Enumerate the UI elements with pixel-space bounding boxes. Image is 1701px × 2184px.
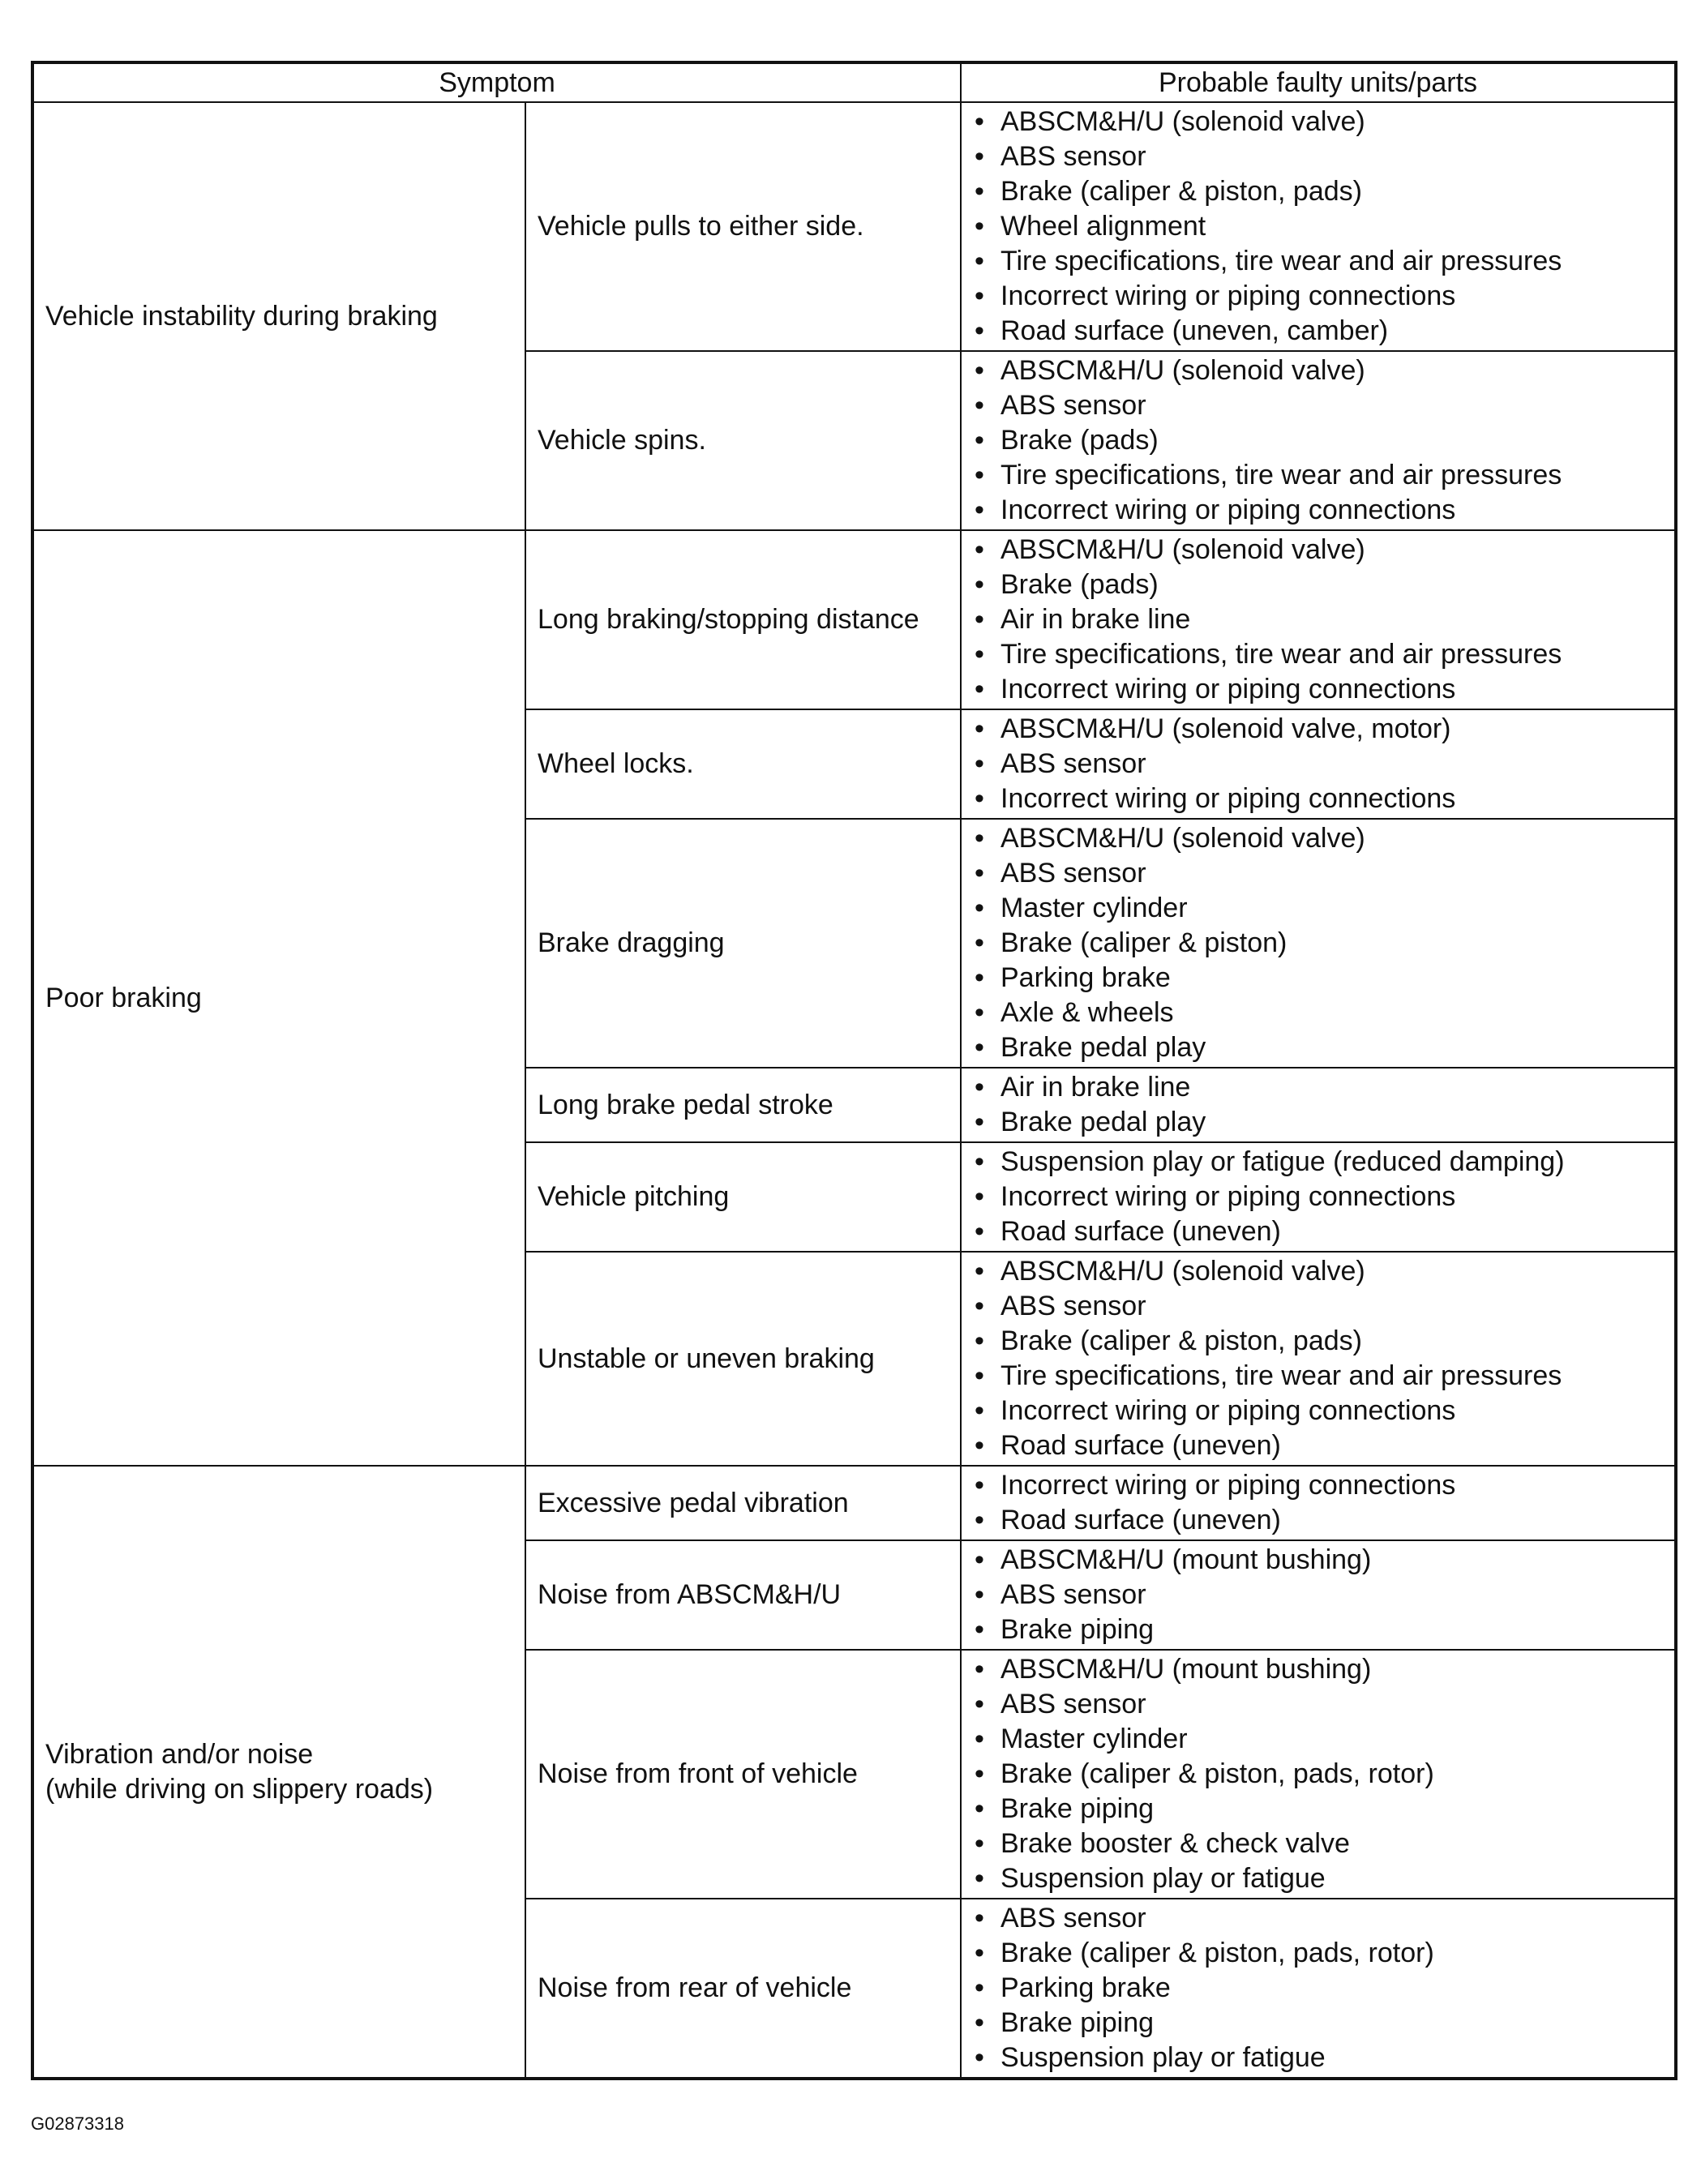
category-cell: Poor braking bbox=[32, 530, 525, 1466]
list-item: • Parking brake bbox=[971, 961, 1674, 996]
list-item: • Brake pedal play bbox=[971, 1030, 1674, 1065]
list-item: • Road surface (uneven) bbox=[971, 1428, 1674, 1463]
list-item: • Road surface (uneven) bbox=[971, 1214, 1674, 1249]
list-item: • Parking brake bbox=[971, 1971, 1674, 2006]
list-item: • Master cylinder bbox=[971, 891, 1674, 926]
symptom-table bbox=[31, 61, 1677, 2080]
parts-cell bbox=[961, 1142, 1676, 1252]
parts-cell bbox=[961, 102, 1676, 351]
list-item: • ABS sensor bbox=[971, 856, 1674, 891]
parts-list bbox=[971, 1070, 1674, 1140]
list-item: • Brake pedal play bbox=[971, 1105, 1674, 1140]
list-item: • ABSCM&H/U (solenoid valve) bbox=[971, 533, 1674, 567]
parts-cell bbox=[961, 709, 1676, 819]
parts-cell bbox=[961, 1650, 1676, 1899]
list-item: • Brake (pads) bbox=[971, 423, 1674, 458]
parts-cell bbox=[961, 819, 1676, 1068]
list-item: • ABSCM&H/U (solenoid valve) bbox=[971, 353, 1674, 388]
list-item: • Suspension play or fatigue (reduced damping) bbox=[971, 1145, 1674, 1180]
symptom-cell: Wheel locks. bbox=[525, 709, 961, 819]
list-item: • Brake piping bbox=[971, 1792, 1674, 1826]
parts-list bbox=[971, 1543, 1674, 1647]
list-item: • Master cylinder bbox=[971, 1722, 1674, 1757]
parts-cell bbox=[961, 1899, 1676, 2079]
list-item: • ABS sensor bbox=[971, 388, 1674, 423]
list-item: • Road surface (uneven, camber) bbox=[971, 314, 1674, 349]
symptom-cell: Long braking/stopping distance bbox=[525, 530, 961, 709]
parts-cell bbox=[961, 1252, 1676, 1466]
list-item: • ABSCM&H/U (mount bushing) bbox=[971, 1652, 1674, 1687]
parts-cell bbox=[961, 530, 1676, 709]
parts-list bbox=[971, 1145, 1674, 1249]
symptom-cell: Noise from front of vehicle bbox=[525, 1650, 961, 1899]
list-item: • ABS sensor bbox=[971, 1687, 1674, 1722]
list-item: • ABS sensor bbox=[971, 1901, 1674, 1936]
parts-list bbox=[971, 353, 1674, 528]
parts-cell bbox=[961, 1540, 1676, 1650]
parts-cell bbox=[961, 1068, 1676, 1142]
parts-list bbox=[971, 712, 1674, 816]
category-cell: Vehicle instability during braking bbox=[32, 102, 525, 530]
list-item: • Suspension play or fatigue bbox=[971, 1861, 1674, 1896]
parts-list bbox=[971, 105, 1674, 349]
symptom-cell: Vehicle pulls to either side. bbox=[525, 102, 961, 351]
list-item: • Brake (caliper & piston, pads) bbox=[971, 1324, 1674, 1359]
parts-list bbox=[971, 1901, 1674, 2075]
list-item: • Road surface (uneven) bbox=[971, 1503, 1674, 1538]
table-body bbox=[32, 102, 1676, 2079]
list-item: • Incorrect wiring or piping connections bbox=[971, 1180, 1674, 1214]
list-item: • ABS sensor bbox=[971, 1289, 1674, 1324]
list-item: • Brake piping bbox=[971, 2006, 1674, 2041]
parts-cell bbox=[961, 351, 1676, 530]
header-row bbox=[32, 62, 1676, 102]
table-row bbox=[32, 102, 1676, 351]
list-item: • Brake booster & check valve bbox=[971, 1826, 1674, 1861]
list-item: • ABS sensor bbox=[971, 747, 1674, 782]
parts-cell bbox=[961, 1466, 1676, 1540]
list-item: • Axle & wheels bbox=[971, 996, 1674, 1030]
list-item: • ABSCM&H/U (solenoid valve) bbox=[971, 821, 1674, 856]
list-item: • Brake (pads) bbox=[971, 567, 1674, 602]
list-item: • Tire specifications, tire wear and air pressures bbox=[971, 637, 1674, 672]
list-item: • ABSCM&H/U (solenoid valve, motor) bbox=[971, 712, 1674, 747]
list-item: • Brake (caliper & piston, pads) bbox=[971, 174, 1674, 209]
symptom-cell: Unstable or uneven braking bbox=[525, 1252, 961, 1466]
parts-list bbox=[971, 1254, 1674, 1463]
list-item: • Air in brake line bbox=[971, 1070, 1674, 1105]
list-item: • Tire specifications, tire wear and air pressures bbox=[971, 1359, 1674, 1394]
list-item: • Tire specifications, tire wear and air pressures bbox=[971, 458, 1674, 493]
list-item: • Wheel alignment bbox=[971, 209, 1674, 244]
parts-header: Probable faulty units/parts bbox=[961, 62, 1676, 102]
list-item: • Brake (caliper & piston, pads, rotor) bbox=[971, 1757, 1674, 1792]
parts-list bbox=[971, 1652, 1674, 1896]
symptom-cell: Excessive pedal vibration bbox=[525, 1466, 961, 1540]
list-item: • Brake piping bbox=[971, 1612, 1674, 1647]
list-item: • Incorrect wiring or piping connections bbox=[971, 279, 1674, 314]
symptom-cell: Vehicle spins. bbox=[525, 351, 961, 530]
symptom-cell: Brake dragging bbox=[525, 819, 961, 1068]
figure-code: G02873318 bbox=[31, 2113, 124, 2134]
list-item: • ABSCM&H/U (solenoid valve) bbox=[971, 105, 1674, 139]
list-item: • Brake (caliper & piston) bbox=[971, 926, 1674, 961]
table-row bbox=[32, 530, 1676, 709]
parts-list bbox=[971, 533, 1674, 707]
table-row bbox=[32, 1466, 1676, 1540]
parts-list bbox=[971, 1468, 1674, 1538]
symptom-cell: Noise from ABSCM&H/U bbox=[525, 1540, 961, 1650]
parts-list bbox=[971, 821, 1674, 1065]
list-item: • Incorrect wiring or piping connections bbox=[971, 493, 1674, 528]
list-item: • Incorrect wiring or piping connections bbox=[971, 1468, 1674, 1503]
list-item: • ABSCM&H/U (solenoid valve) bbox=[971, 1254, 1674, 1289]
list-item: • Brake (caliper & piston, pads, rotor) bbox=[971, 1936, 1674, 1971]
list-item: • ABSCM&H/U (mount bushing) bbox=[971, 1543, 1674, 1578]
list-item: • Air in brake line bbox=[971, 602, 1674, 637]
list-item: • Tire specifications, tire wear and air pressures bbox=[971, 244, 1674, 279]
symptom-header: Symptom bbox=[32, 62, 961, 102]
symptom-cell: Long brake pedal stroke bbox=[525, 1068, 961, 1142]
list-item: • Incorrect wiring or piping connections bbox=[971, 672, 1674, 707]
symptom-cell: Noise from rear of vehicle bbox=[525, 1899, 961, 2079]
list-item: • Suspension play or fatigue bbox=[971, 2041, 1674, 2075]
list-item: • Incorrect wiring or piping connections bbox=[971, 782, 1674, 816]
symptom-cell: Vehicle pitching bbox=[525, 1142, 961, 1252]
list-item: • ABS sensor bbox=[971, 139, 1674, 174]
list-item: • Incorrect wiring or piping connections bbox=[971, 1394, 1674, 1428]
category-cell: Vibration and/or noise (while driving on slippery roads) bbox=[32, 1466, 525, 2079]
list-item: • ABS sensor bbox=[971, 1578, 1674, 1612]
